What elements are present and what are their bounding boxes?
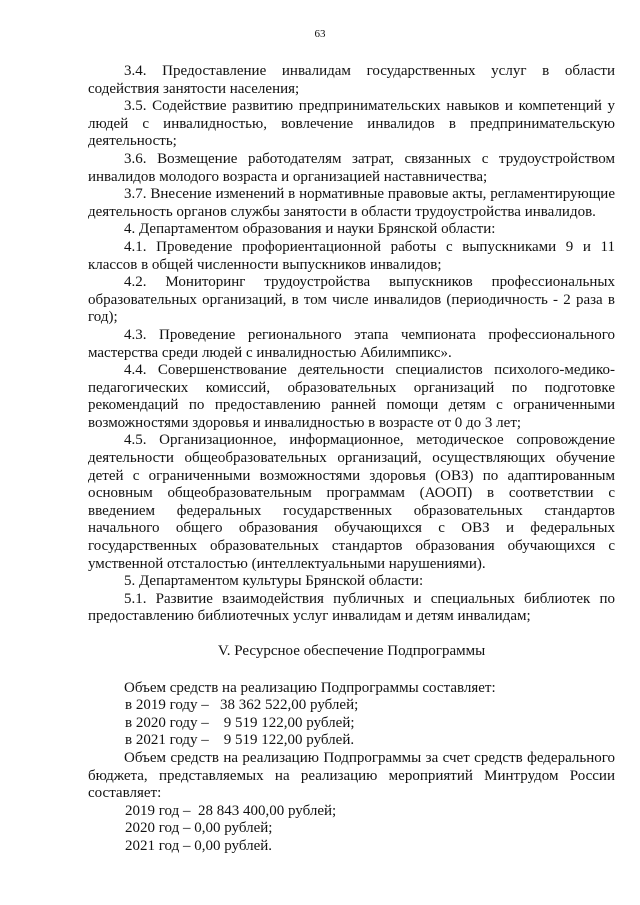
page-number: 63	[314, 28, 326, 40]
funding-federal-intro: Объем средств на реализацию Подпрограммы за счет средств федерального бюджета, представляемых на реализацию мероприятий Минтрудом России составляет:	[88, 749, 615, 802]
paragraph-4-5: 4.5. Организационное, информационное, методическое сопровождение деятельности общеобразовательных организаций, осуществляющих обучение детей с ограниченными возможностями здоровья (ОВЗ) по адаптированным основным общеобразовательным программам (АООП) в соответствии с введением федеральных государственных образовательных стандартов начального общего образования обучающихся с ОВЗ и федеральных государственных образовательных стандартов образования обучающихся с умственной отсталостью (интеллектуальными нарушениями).	[88, 432, 615, 572]
funding-total-line-2019: в 2019 году – 38 362 522,00 рублей;	[125, 697, 359, 714]
paragraph-4-3: 4.3. Проведение регионального этапа чемпионата профессионального мастерства среди людей с инвалидностью Абилимпикс».	[88, 326, 615, 361]
section-title: V. Ресурсное обеспечение Подпрограммы	[217, 643, 486, 659]
paragraph-3-7: 3.7. Внесение изменений в нормативные правовые акты, регламентирующие деятельность органов службы занятости в области трудоустройства инвалидов.	[88, 186, 615, 220]
paragraph-4-heading: 4. Департаментом образования и науки Брянской области:	[124, 221, 496, 238]
funding-federal-line-2020: 2020 год – 0,00 рублей;	[125, 820, 273, 837]
document-body	[88, 63, 615, 856]
funding-total-line-2020: в 2020 году – 9 519 122,00 рублей;	[125, 714, 355, 731]
paragraph-4-1: 4.1. Проведение профориентационной работы с выпускниками 9 и 11 классов в общей численности выпускников инвалидов;	[88, 238, 615, 273]
paragraph-5-heading: 5. Департаментом культуры Брянской области:	[124, 573, 424, 590]
paragraph-5-1: 5.1. Развитие взаимодействия публичных и специальных библиотек по предоставлению библиотечных услуг инвалидам и детям инвалидам;	[88, 590, 615, 625]
funding-federal-line-2021: 2021 год – 0,00 рублей.	[125, 837, 273, 854]
funding-total-line-2021: в 2021 году – 9 519 122,00 рублей.	[125, 732, 355, 749]
paragraph-3-4: 3.4. Предоставление инвалидам государственных услуг в области содействия занятости населения;	[88, 63, 615, 97]
funding-federal-line-2019: 2019 год – 28 843 400,00 рублей;	[125, 802, 337, 819]
paragraph-3-6: 3.6. Возмещение работодателям затрат, связанных с трудоустройством инвалидов молодого возраста и организацией наставничества;	[88, 150, 615, 185]
paragraph-4-2: 4.2. Мониторинг трудоустройства выпускников профессиональных образовательных организаций, в том числе инвалидов (периодичность - 2 раза в год);	[88, 274, 615, 326]
funding-total-intro: Объем средств на реализацию Подпрограммы составляет:	[124, 679, 496, 696]
paragraph-4-4: 4.4. Совершенствование деятельности специалистов психолого-медико-педагогических комиссий, образовательных организаций по подготовке рекомендаций по предоставлению ранней помощи детям с ограниченными возможностями здоровья и инвалидностью в возрасте от 0 до 3 лет;	[88, 362, 615, 431]
paragraph-3-5: 3.5. Содействие развитию предпринимательских навыков и компетенций у людей с инвалидностью, вовлечение инвалидов в предпринимательскую деятельность;	[88, 98, 615, 150]
